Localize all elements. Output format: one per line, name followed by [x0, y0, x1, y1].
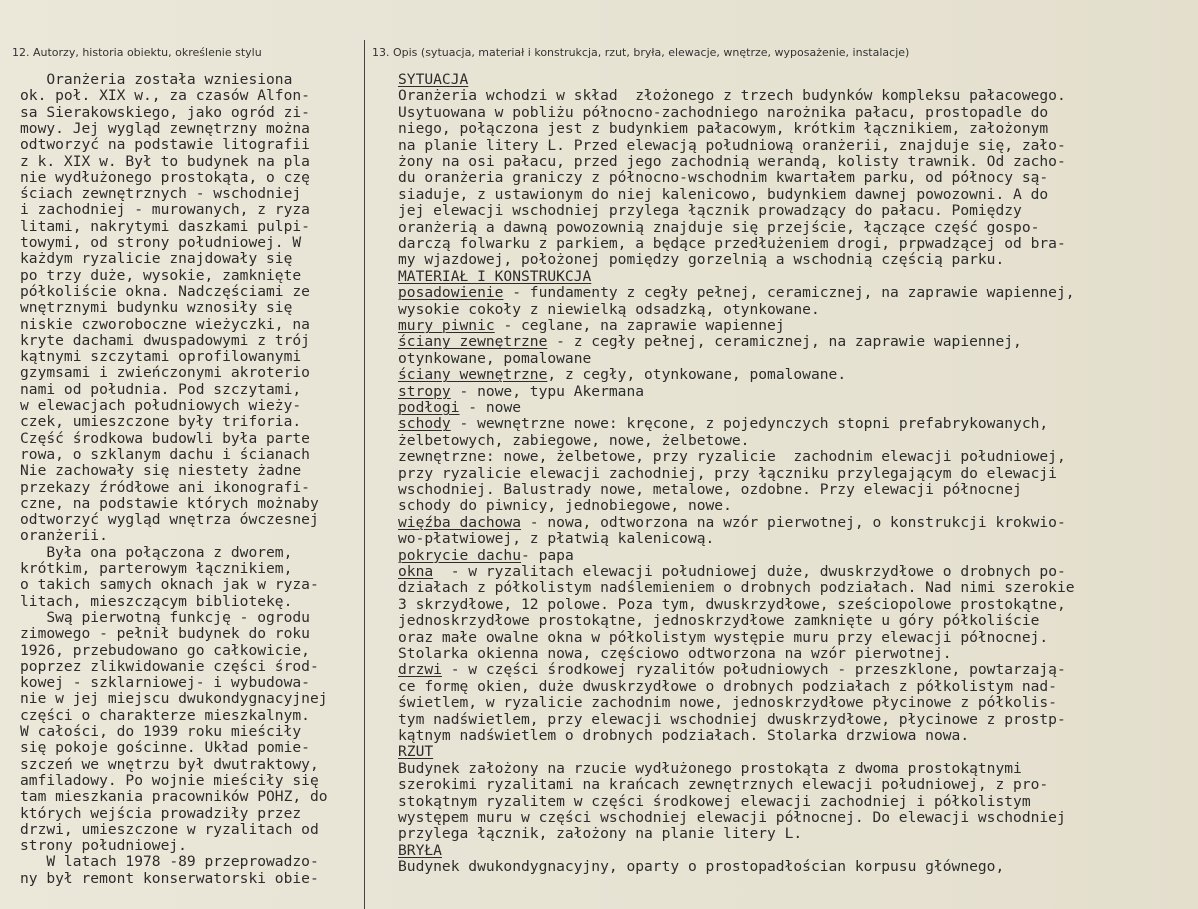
line-text: - papa: [521, 546, 574, 564]
description-text-line: [398, 679, 1057, 695]
history-text-line: Oranżeria została wzniesiona: [20, 71, 293, 88]
description-text-line: [398, 384, 644, 400]
underlined-term: posadowienie: [398, 284, 504, 302]
description-text-line: [398, 138, 1066, 154]
line-text: działach z półkolistym nadślemieniem o drobnych podziałach. Nad nimi szerokie: [398, 579, 1075, 597]
line-text: wschodniej. Balustrady nowe, metalowe, ozdobne. Przy elewacji północnej: [398, 481, 1022, 498]
description-text-line: [398, 859, 1004, 875]
history-text-line: Część środkowa budowli była parte: [20, 429, 310, 447]
description-text-line: [398, 88, 1066, 104]
underlined-term: więźba dachowa: [398, 513, 522, 531]
description-text-line: [398, 466, 1057, 482]
section-13-header: 13. Opis (sytuacja, materiał i konstrukcja, rzut, bryła, elewacje, wnętrze, wyposażenie, instalacje): [372, 46, 910, 59]
description-text-line: [398, 449, 1066, 465]
description-text-line: [398, 826, 802, 842]
line-text: wysokie cokoły z niewielką odsadzką, otynkowane.: [398, 300, 820, 318]
description-text-line: [398, 252, 1004, 268]
description-text-line: [398, 203, 1022, 219]
description-text-line: [398, 170, 1048, 186]
history-text-line: ok. poł. XIX w., za czasów Alfon-: [20, 87, 310, 105]
description-text-line: [398, 121, 1048, 137]
line-text: otynkowane, pomalowane: [398, 349, 592, 367]
description-text-line: [398, 187, 1048, 203]
history-text-line: Swą pierwotną funkcję - ogrodu: [20, 608, 310, 626]
history-text-line: niskie czworoboczne wieżyczki, na: [20, 315, 310, 333]
description-text-line: [398, 515, 1066, 531]
line-text: darczą folwarku z parkiem, a będące przedłużeniem drogi, prpwadzącej od bra-: [398, 235, 1066, 252]
history-text-line: tam mieszkania pracowników POHZ, do: [20, 788, 328, 806]
underlined-term: BRYŁA: [398, 841, 442, 859]
history-text-line: nie wydłużonego prostokąta, o czę: [20, 168, 310, 186]
description-text-line: [398, 777, 1048, 793]
line-text: Oranżeria wchodzi w skład złożonego z trzech budynków kompleksu pałacowego.: [398, 87, 1066, 105]
underlined-term: RZUT: [398, 743, 434, 761]
history-text-line: Była ona połączona z dworem,: [20, 543, 293, 561]
line-text: występem muru w części wschodniej elewacji północnej. Do elewacji wschodniej: [398, 809, 1066, 826]
history-text-line: w elewacjach południowych wieży-: [20, 397, 302, 414]
description-text-line: [398, 597, 1066, 613]
line-text: Budynek dwukondygnacyjny, oparty o prostopadłościan korpusu głównego,: [398, 858, 1005, 876]
underlined-term: SYTUACJA: [398, 71, 469, 88]
history-text-line: litami, nakrytymi daszkami pulpi-: [20, 217, 310, 235]
underlined-term: stropy: [398, 382, 451, 400]
description-text-line: [398, 105, 1048, 121]
underlined-term: drzwi: [398, 661, 442, 679]
section-heading: [398, 744, 433, 760]
history-text-line: odtworzyć wygląd wnętrza ówczesnej: [20, 511, 319, 529]
line-text: - nowe, typu Akermana: [450, 382, 645, 400]
line-text: siaduje, z ustawionym do niej kalenicowo, budynkiem dawnej powozowni. A do: [398, 185, 1049, 203]
description-text-line: [398, 728, 969, 744]
line-text: żelbetowych, zabiegowe, nowe, żelbetowe.: [398, 431, 750, 449]
history-text-line: kryte dachami dwuspadowymi z trój: [20, 331, 310, 349]
history-text-line: kowej - szklarniowej- i wybudowa-: [20, 674, 310, 692]
description-text-line: [398, 531, 714, 547]
history-text-line: amfiladowy. Po wojnie mieściły się: [20, 771, 319, 789]
line-text: Stolarka okienna nowa, częściowo odtworzona na wzór pierwotnej.: [398, 645, 952, 662]
description-text-line: [398, 630, 1048, 646]
description-text-line: [398, 367, 846, 383]
line-text: zewnętrzne: nowe, żelbetowe, przy ryzalicie zachodnim elewacji południowej,: [398, 448, 1066, 466]
history-text-line: 1926, przebudowano go całkowicie,: [20, 641, 310, 659]
description-text-line: [398, 564, 1066, 580]
line-text: - nowe: [459, 399, 522, 416]
section-heading: [398, 269, 591, 285]
description-text-line: [398, 662, 1066, 678]
line-text: - w ryzalitach elewacji południowej duże, dwuskrzydłowe o drobnych po-: [433, 563, 1066, 580]
line-text: żony na osi pałacu, przed jego zachodnią werandą, kolisty trawnik. Od zacho-: [398, 153, 1066, 170]
line-text: wo-płatwiowej, z płatwią kalenicową.: [398, 530, 715, 548]
history-text-line: półkoliście okna. Nadczęściami ze: [20, 282, 310, 300]
underlined-term: mury piwnic: [398, 317, 495, 334]
history-text-line: strony południowej.: [20, 837, 187, 855]
history-text-line: czne, na podstawie których możnaby: [20, 494, 319, 512]
description-text-line: [398, 416, 1048, 432]
description-text-line: [398, 810, 1066, 826]
history-text-line: krótkim, parterowym łącznikiem,: [20, 560, 293, 577]
history-text-line: ściach zewnętrznych - wschodniej: [20, 185, 302, 203]
history-text-line: odtworzyć na podstawie litografii: [20, 136, 310, 154]
line-text: my wjazdowej, położonej pomiędzy gorzelnią a wschodnią częścią parku.: [398, 251, 1005, 269]
underlined-term: okna: [398, 563, 434, 580]
line-text: schody do piwnicy, jednobiegowe, nowe.: [398, 497, 732, 515]
section-heading: [398, 72, 468, 88]
history-text-line: litach, mieszczącym bibliotekę.: [20, 592, 293, 610]
line-text: - nowa, odtworzona na wzór pierwotnej, o konstrukcji krokwio-: [521, 513, 1066, 531]
history-text-line: szczeń we wnętrzu był dwutraktowy,: [20, 755, 319, 773]
line-text: świetlem, w ryzalicie zachodnim nowe, jednoskrzydłowe płycinowe z półkolis-: [398, 694, 1057, 712]
description-text-line: [398, 154, 1066, 170]
history-text-line: części o charakterze mieszkalnym.: [20, 706, 310, 724]
underlined-term: ściany wewnętrzne: [398, 366, 548, 384]
description-text-line: [398, 646, 952, 662]
line-text: niego, połączona jest z budynkiem pałacowym, krótkim łącznikiem, założonym: [398, 120, 1049, 138]
underlined-term: MATERIAŁ I KONSTRUKCJA: [398, 267, 592, 285]
description-text-line: [398, 351, 591, 367]
line-text: Budynek założony na rzucie wydłużonego prostokąta z dwoma prostokątnymi: [398, 759, 1022, 777]
underlined-term: schody: [398, 415, 451, 433]
line-text: oranżerią a dawną powozownią znajduje się przejście, łączące część gospo-: [398, 218, 1040, 236]
description-text-line: [398, 548, 574, 564]
history-text-line: W latach 1978 -89 przeprowadzo-: [20, 853, 319, 871]
line-text: - wewnętrzne nowe: kręcone, z pojedynczych stopni prefabrykowanych,: [450, 415, 1049, 433]
description-text-line: [398, 433, 749, 449]
description-text-line: [398, 794, 1031, 810]
history-text-line: i zachodniej - murowanych, z ryza: [20, 201, 310, 219]
line-text: przylega łącznik, założony na planie litery L.: [398, 825, 803, 843]
line-text: - z cegły pełnej, ceramicznej, na zaprawie wapiennej,: [547, 333, 1022, 351]
line-text: stokątnym ryzalitem w części środkowej elewacji zachodniej i półkolistym: [398, 792, 1031, 810]
line-text: jednoskrzydłowe prostokątne, jednoskrzydłowe zamknięte u góry półkoliście: [398, 612, 1040, 630]
history-text-line: nami od południa. Pod szczytami,: [20, 380, 302, 398]
line-text: kątnym nadświetlem o drobnych podziałach. Stolarka drzwiowa nowa.: [398, 727, 970, 744]
line-text: - w części środkowej ryzalitów południowych - przeszklone, powtarzają-: [441, 661, 1066, 679]
line-text: przy ryzalicie elewacji zachodniej, przy łączniku przylegającym do elewacji: [398, 464, 1057, 482]
description-text-line: [398, 400, 521, 416]
line-text: 3 skrzydłowe, 12 polowe. Poza tym, dwuskrzydłowe, sześciopolowe prostokątne,: [398, 595, 1066, 613]
description-text-line: [398, 761, 1022, 777]
description-text-line: [398, 580, 1075, 596]
line-text: , z cegły, otynkowane, pomalowane.: [547, 366, 847, 384]
history-text-line: z k. XIX w. Był to budynek na pla: [20, 152, 310, 170]
history-text-line: wnętrznymi budynku wznosiły się: [20, 299, 293, 317]
history-text-line: zimowego - pełnił budynek do roku: [20, 625, 310, 643]
section-heading: [398, 843, 442, 859]
line-text: oraz małe owalne okna w półkolistym występie muru przy elewacji północnej.: [398, 628, 1049, 646]
history-text-line: rowa, o szklanym dachu i ścianach: [20, 445, 310, 463]
history-text-line: po trzy duże, wysokie, zamknięte: [20, 266, 302, 284]
history-text-line: Nie zachowały się niestety żadne: [20, 462, 302, 480]
description-text-line: [398, 220, 1039, 236]
underlined-term: pokrycie dachu: [398, 546, 522, 564]
line-text: - fundamenty z cegły pełnej, ceramicznej, na zaprawie wapiennej,: [503, 284, 1075, 302]
section-12-header: 12. Autorzy, historia obiektu, określenie stylu: [12, 46, 262, 59]
history-text-line: których wejścia prowadziły przez: [20, 804, 302, 822]
description-text-line: [398, 318, 785, 334]
history-text-line: o takich samych oknach jak w ryza-: [20, 576, 319, 594]
history-text-line: drzwi, umieszczone w ryzalitach od: [20, 820, 319, 838]
history-text-line: kątnymi szczytami oprofilowanymi: [20, 348, 302, 366]
history-text-line: ny był remont konserwatorski obie-: [20, 869, 319, 887]
history-text-line: czek, umieszczone były triforia.: [20, 413, 302, 431]
description-text-line: [398, 302, 820, 318]
line-text: - ceglane, na zaprawie wapiennej: [494, 317, 785, 334]
column-divider: [364, 40, 365, 909]
underlined-term: ściany zewnętrzne: [398, 333, 548, 351]
line-text: na planie litery L. Przed elewacją południową oranżerii, znajduje się, zało-: [398, 136, 1066, 154]
description-text-line: [398, 482, 1022, 498]
history-text-line: się pokoje gościnne. Układ pomie-: [20, 739, 310, 757]
description-text-line: [398, 695, 1057, 711]
history-text-line: każdym ryzalicie znajdowały się: [20, 250, 293, 268]
description-text-line: [398, 236, 1066, 252]
history-text-line: nie w jej miejscu dwukondygnacyjnej: [20, 690, 328, 708]
history-text-line: oranżerii.: [20, 527, 108, 545]
line-text: jej elewacji wschodniej przylega łącznik prowadzący do pałacu. Pomiędzy: [398, 202, 1022, 220]
description-text-line: [398, 334, 1022, 350]
line-text: du oranżeria graniczy z północno-wschodnim kwartałem parku, od północy są-: [398, 169, 1049, 187]
history-text-line: poprzez zlikwidowanie części środ-: [20, 657, 319, 675]
history-text-line: przekazy źródłowe ani ikonografi-: [20, 478, 310, 496]
line-text: ce formę okien, duże dwuskrzydłowe o drobnych podziałach z półkolistym nad-: [398, 677, 1057, 695]
history-text-line: towymi, od strony południowej. W: [20, 234, 302, 251]
history-text-line: W całości, do 1939 roku mieściły: [20, 723, 302, 740]
description-text-line: [398, 613, 1039, 629]
line-text: szerokimi ryzalitami na krańcach zewnętrznych elewacji południowej, z pro-: [398, 776, 1049, 794]
history-text-line: sa Sierakowskiego, jako ogród zi-: [20, 103, 310, 121]
underlined-term: podłogi: [398, 399, 460, 416]
description-text-line: [398, 712, 1066, 728]
description-text-line: [398, 285, 1075, 301]
history-text-line: gzymsami i zwieńczonymi akroterio: [20, 364, 310, 382]
line-text: tym nadświetlem, przy elewacji wschodniej dwuskrzydłowe, płycinowe z prostp-: [398, 710, 1066, 728]
history-text-line: mowy. Jej wygląd zewnętrzny można: [20, 119, 310, 137]
description-text-line: [398, 498, 732, 514]
line-text: Usytuowana w pobliżu północno-zachodniego narożnika pałacu, prostopadle do: [398, 103, 1049, 121]
